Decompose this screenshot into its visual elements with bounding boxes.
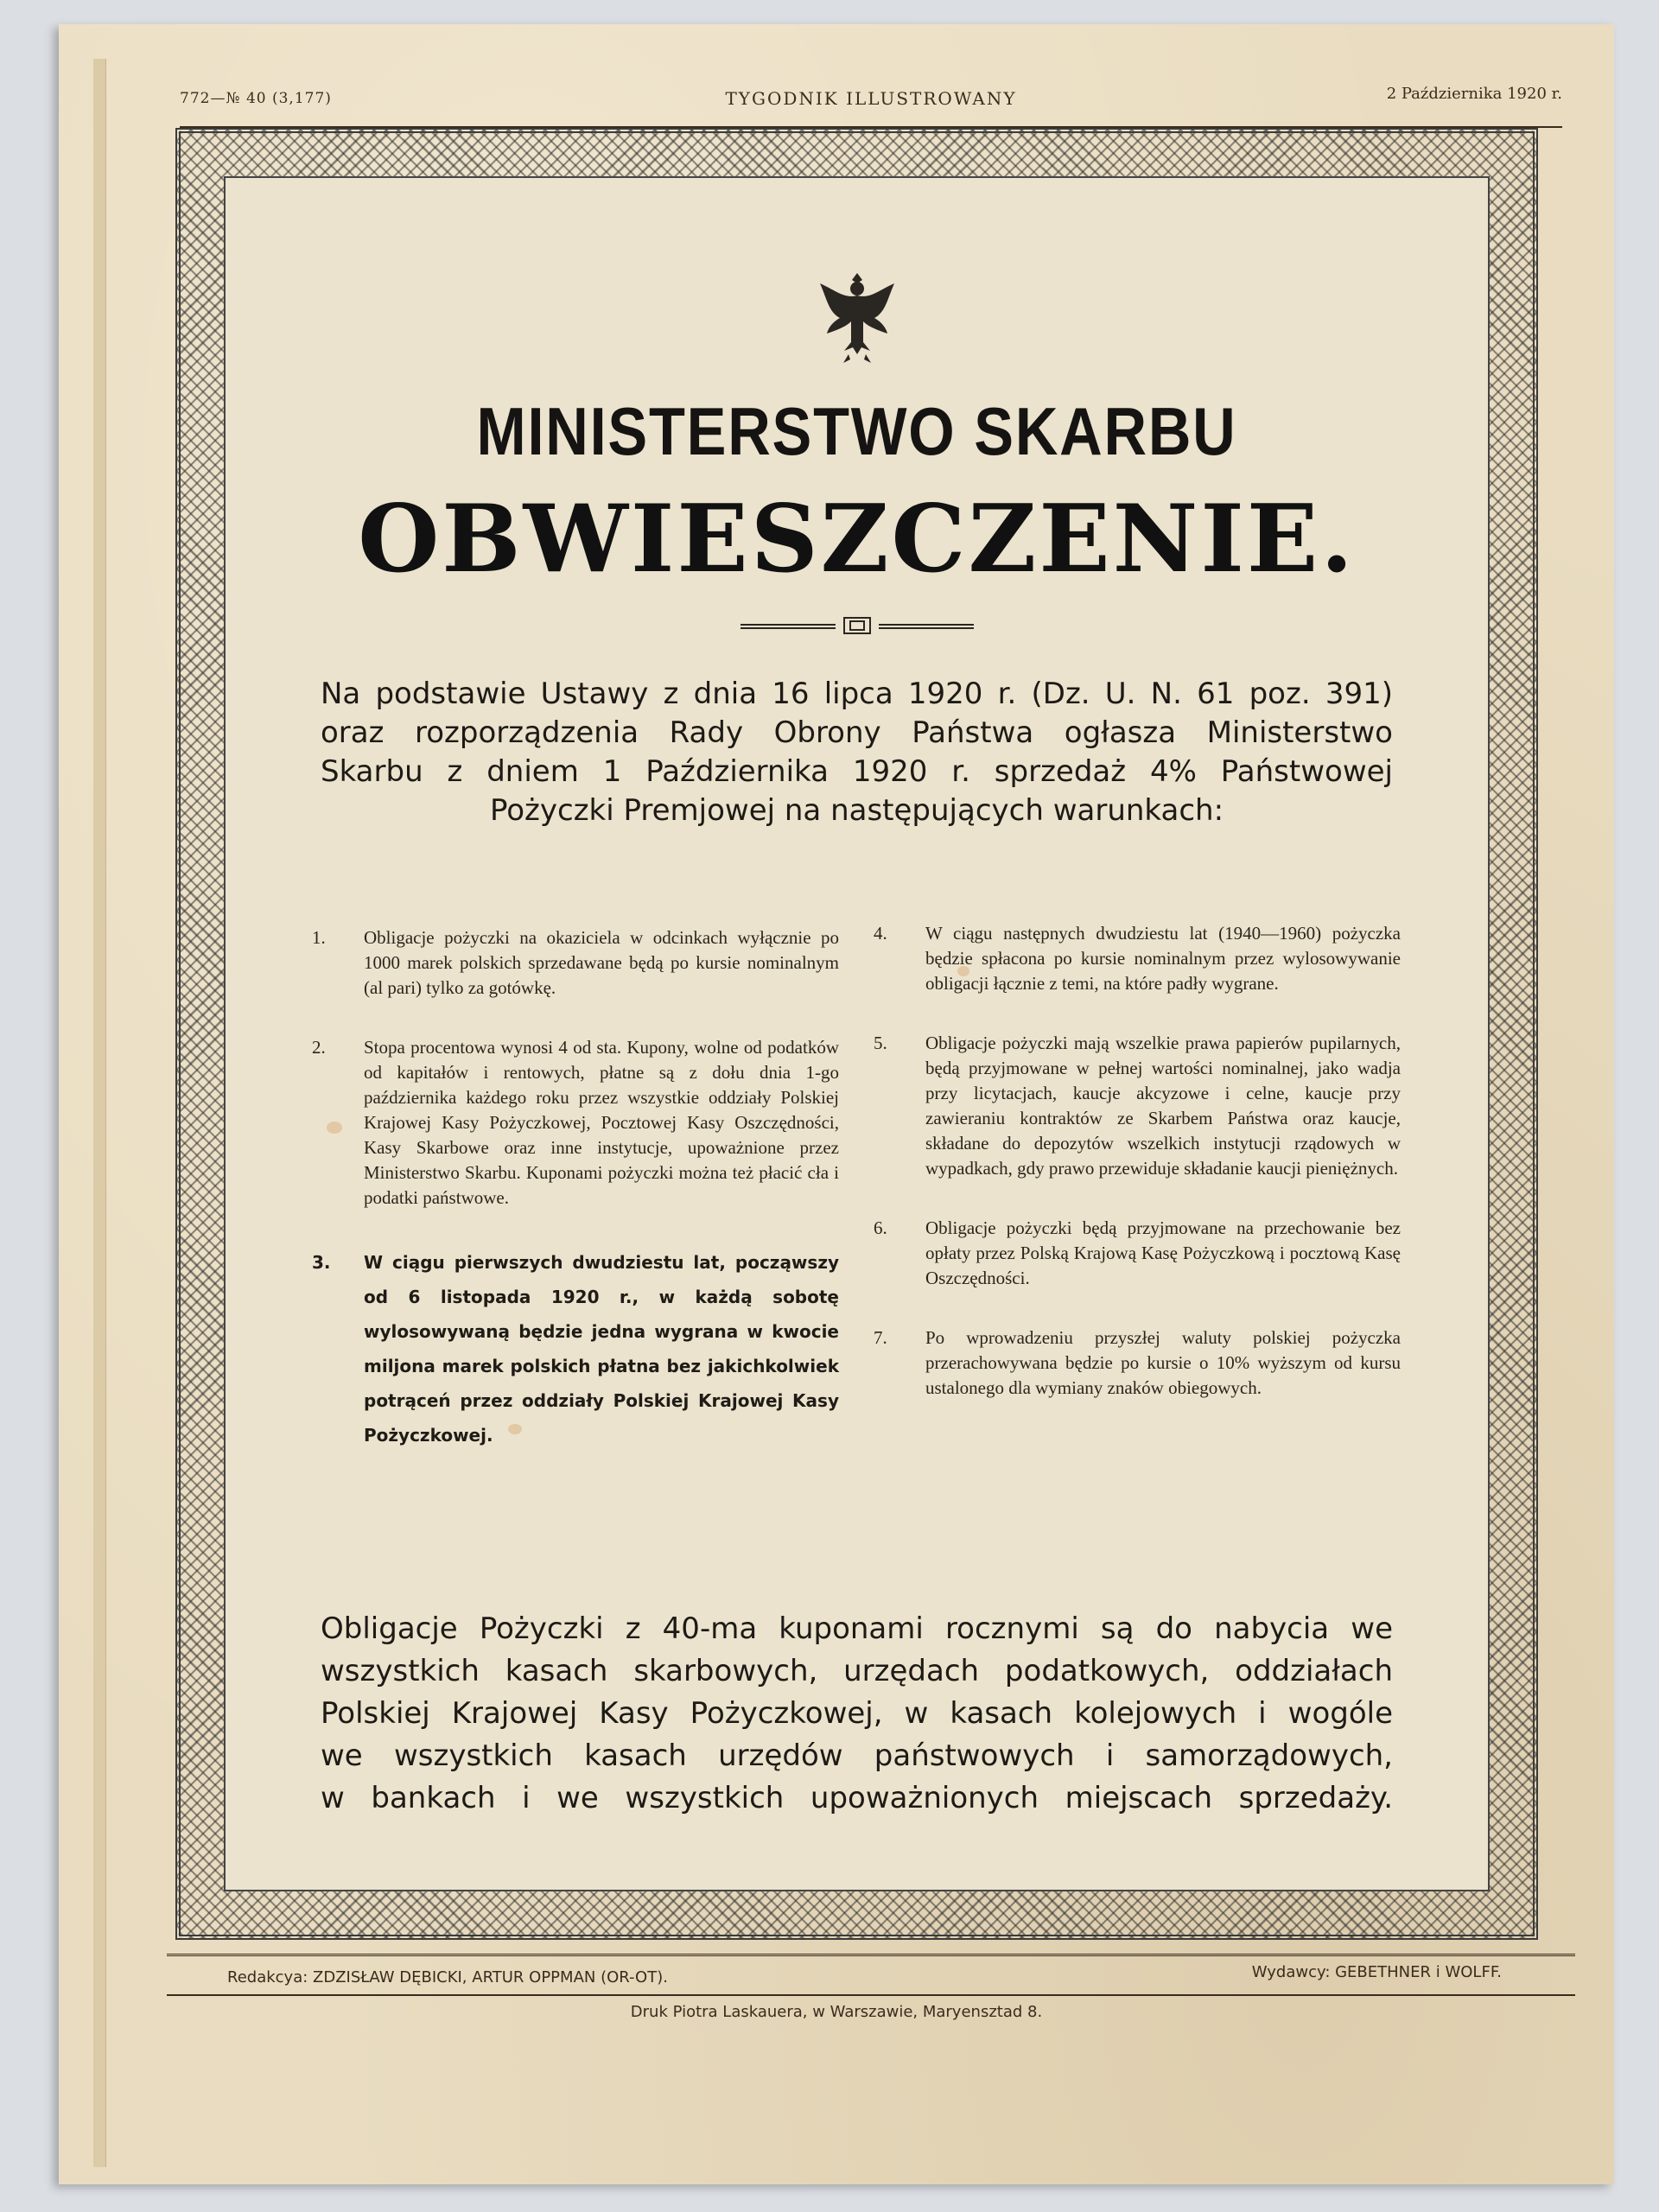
condition-text: Po wprowadzeniu przyszłej waluty polskiej pożyczka przerachowywana będzie po kursie o 10% wyższym od kursu ustalonego dla wymiany znaków obiegowych. [925,1327,1401,1398]
condition-number: 6. [874,1217,887,1238]
running-head [180,62,1562,109]
intro-line: Pożyczki Premjowej na następujących warunkach: [489,793,1224,828]
publishers-credit: Wydawcy: GEBETHNER i WOLFF. [1251,1963,1502,1981]
condition-text: Stopa procentowa wynosi 4 od sta. Kupony, wolne od podatków od kapitałów i rentowych, płatne są z dołu dnia 1-go października każdego roku przez wszystkie oddziały Polskiej Krajowej Kasy Pożyczkowej, Pocztowej Kasy Oszczędności, Kasy Skarbowe oraz inne instytucje, upoważnione przez Ministerstwo Skarbu. Kuponami pożyczki można też płacić cła i podatki państwowe. [364,1037,839,1208]
notice-panel [224,176,1490,1891]
condition-text: W ciągu pierwszych dwudziestu lat, począwszy od 6 listopada 1920 r., w każdą sobotę wylosowywaną będzie jedna wygrana w kwocie miljona marek polskich płatna bez jakichkolwiek potrąceń przez oddziały Polskiej Krajowej Kasy Pożyczkowej. [364,1252,839,1446]
condition-text: Obligacje pożyczki będą przyjmowane na przechowanie bez opłaty przez Polską Krajową Kasę Pożyczkową i pocztową Kasę Oszczędności. [925,1217,1401,1288]
closing-line: Obligacje Pożyczki z 40-ma kuponami rocznymi są do nabycia we [321,1611,1393,1646]
closing-line: w bankach i we wszystkich upoważnionych miejscach sprzedaży. [321,1781,1393,1815]
condition-item-highlighted [312,1245,839,1452]
ministry-heading: MINISTERSTWO SKARBU [476,393,1237,469]
intro-paragraph [321,675,1393,830]
conditions-right-column [874,921,1401,1435]
condition-item [312,1035,839,1211]
footer-rule [167,1954,1575,1956]
paper-stain [508,1424,522,1434]
condition-item [874,1216,1401,1291]
intro-line: Na podstawie Ustawy z dnia 16 lipca 1920 r. (Dz. U. N. 61 poz. 391) [321,677,1393,711]
ornamental-border [175,128,1538,1940]
condition-number: 5. [874,1033,887,1053]
condition-item [874,1031,1401,1181]
closing-line: Polskiej Krajowej Kasy Pożyczkowej, w kasach kolejowych i wogóle [321,1696,1393,1731]
condition-text: W ciągu następnych dwudziestu lat (1940—1960) pożyczka będzie spłacona po kursie nominalnym przez wylosowywanie obligacji łącznie z temi, na które padły wygrane. [925,923,1401,994]
ornament-divider [741,614,974,635]
condition-text: Obligacje pożyczki na okaziciela w odcinkach wyłącznie po 1000 marek polskich sprzedawane będą po kursie nominalnym (al pari) tylko za gotówkę. [364,927,839,998]
condition-item [312,925,839,1001]
condition-number: 3. [312,1252,331,1273]
intro-line: Skarbu z dniem 1 Października 1920 r. sprzedaż 4% Państwowej [321,754,1393,789]
condition-text: Obligacje pożyczki mają wszelkie prawa papierów pupilarnych, będą przyjmowane w pełnej wartości nominalnej, jako wadja przy licytacjach, kaucje akcyzowe i celne, kaucje przy zawieraniu kontraktów ze Skarbem Państwa oraz kaucje, składane do depozytów wszelkich instytucji rządowych w wypadkach, gdy prawo przewiduje składanie kaucji pieniężnych. [925,1033,1401,1179]
intro-line: oraz rozporządzenia Rady Obrony Państwa ogłasza Ministerstwo [321,715,1393,750]
paper-stain [327,1122,342,1134]
editors-credit: Redakcya: ZDZISŁAW DĘBICKI, ARTUR OPPMAN (OR-OT). [227,1968,668,1986]
notice-title: OBWIESZCZENIE. [358,485,1356,594]
footer-rule [167,1994,1575,1996]
issue-number: 772—№ 40 (3,177) [180,90,332,107]
conditions-left-column [312,925,839,1487]
page-stack-edge [93,59,106,2167]
polish-eagle-icon [810,264,905,368]
newspaper-page [59,24,1614,2184]
condition-item [874,1325,1401,1401]
paper-stain [957,966,969,976]
closing-line: wszystkich kasach skarbowych, urzędach podatkowych, oddziałach [321,1654,1393,1688]
printer-credit: Druk Piotra Laskauera, w Warszawie, Maryensztad 8. [630,2003,1043,2021]
condition-number: 7. [874,1327,887,1348]
issue-date: 2 Października 1920 r. [1386,85,1562,103]
condition-number: 4. [874,923,887,944]
condition-number: 2. [312,1037,326,1058]
condition-item [874,921,1401,996]
condition-number: 1. [312,927,326,948]
closing-line: we wszystkich kasach urzędów państwowych i samorządowych, [321,1738,1393,1773]
masthead: TYGODNIK ILLUSTROWANY [725,88,1017,109]
closing-paragraph [321,1608,1393,1820]
